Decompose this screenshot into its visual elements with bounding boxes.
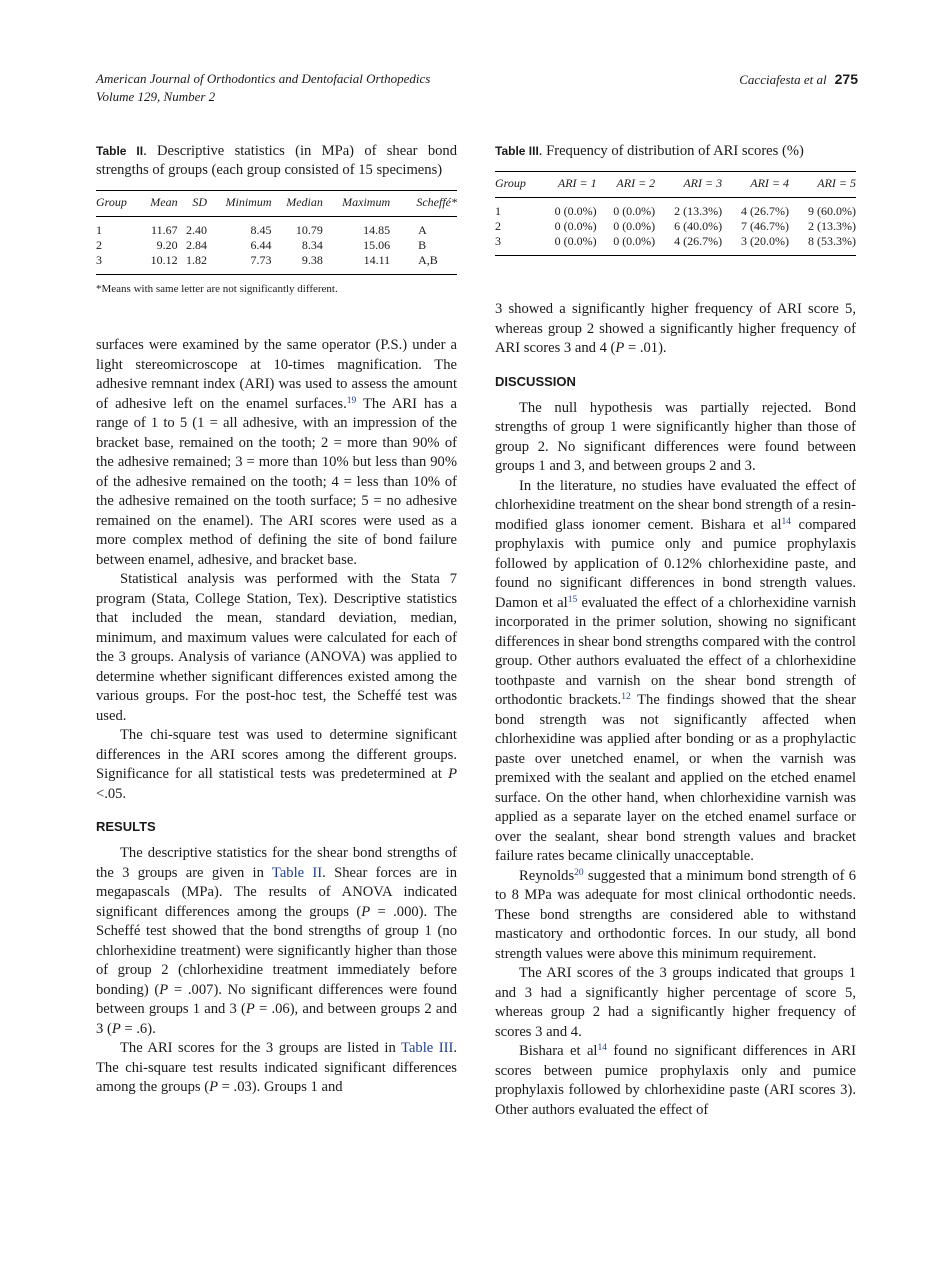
table-cell: 2 — [96, 238, 102, 252]
paragraph-statistics: Statistical analysis was performed with the Stata 7 program (Stata, College Station, Tex). Descriptive statistics that included the mean, standard deviation, median, minimum, and maximum values were calculated for each of the 3 groups. Analysis of variance (ANOVA) was applied to determine whether significant differences existed among the various groups. For the post-hoc test, the Scheffé test was used. — [96, 571, 457, 724]
table-cell: 2.84 — [186, 238, 208, 252]
table-row — [495, 234, 856, 256]
table3-header-row — [495, 172, 856, 198]
table-row — [96, 217, 457, 239]
discussion-heading: DISCUSSION — [495, 373, 576, 389]
table-cell: 14.11 — [323, 253, 390, 275]
table-cell: 8 (53.3%) — [789, 234, 856, 256]
table3-caption — [495, 142, 856, 161]
table2-col-scheffe: Scheffé* — [390, 191, 457, 217]
paragraph-discussion-1: The null hypothesis was partially rejected. Bond strengths of group 1 were significantly higher than those of group 2. No significant differences were found between groups 1 and 3, and between groups 2 and 3. — [495, 399, 856, 474]
table-cell: 2.40 — [186, 223, 208, 237]
paragraph-discussion-5: Bishara et al$^{14}$ found no significant differences in ARI scores between pumice prophylaxis only and pumice prophylaxis followed by chlorhexidine paste (ARI scores 3). Other authors evaluated the effect of — [495, 1043, 856, 1118]
citation-link[interactable]: 20 — [574, 867, 584, 878]
paragraph-results-continued: 3 showed a significantly higher frequency of ARI score 5, whereas group 2 showed a significantly higher frequency of ARI scores 3 and 4 (P = .01). — [495, 301, 856, 356]
table3-col-ari2: ARI = 2 — [597, 172, 656, 198]
table-cell: B — [418, 238, 427, 252]
table-cell: 6 (40.0%) — [674, 219, 723, 233]
table-cell: 9.38 — [271, 253, 322, 275]
table-cell: 9.20 — [156, 238, 178, 252]
table-cell: 4 (26.7%) — [655, 234, 722, 256]
table-cell: 2 — [495, 219, 501, 233]
citation-link[interactable]: 19 — [346, 395, 357, 406]
table3-col-ari5: ARI = 5 — [789, 172, 856, 198]
table3-caption-text: . Frequency of distribution of ARI scores (%) — [538, 143, 804, 159]
table2-col-median: Median — [271, 191, 322, 217]
table-cell: 1.82 — [178, 253, 207, 275]
paragraph-chi-square: The chi-square test was used to determine significant differences in the ARI scores among the different groups. Significance for all statistical tests was predetermined at P <.05. — [96, 727, 457, 802]
table-cell: 14.85 — [363, 223, 391, 237]
table-cell: 2 (13.3%) — [808, 219, 856, 233]
paragraph-methods-ari: surfaces were examined by the same operator (P.S.) under a light stereomicroscope at 10-times magnification. The adhesive remnant index (ARI) was used to assess the amount of adhesive left on the enamel surfaces.$^{19}$ The ARI has a range of 1 to 5 (1 = all adhesive, with an impression of the bracket base, remained on the tooth; 2 = more than 90% of the adhesive remained; 3 = more than 10% but less than 90% of the adhesive remained on the tooth; 4 = less than 10% of the adhesive remained on the tooth surface; 5 = no adhesive remained on the enamel). The ARI scores were used as a more complex method of defining the site of bond failure between enamel, adhesive, and bracket base. — [96, 337, 457, 568]
paragraph-discussion-3: Reynolds$^{20}$ suggested that a minimum bond strength of 6 to 8 MPa was adequate for most clinical orthodontic needs. These bond strengths are considered able to withstand masticatory and orthodontic forces. In our study, all bond strength values were above this minimum requirement. — [495, 867, 856, 962]
table-row — [495, 219, 856, 234]
right-column — [495, 142, 856, 1120]
table2-caption-text: . Descriptive statistics (in MPa) of shear bond strengths of groups (each group consisted of 15 specimens) — [96, 143, 458, 178]
author-page-info — [739, 70, 858, 89]
table3-col-ari1: ARI = 1 — [538, 172, 597, 198]
table3-col-group: Group — [495, 172, 538, 198]
paragraph-results-1: The descriptive statistics for the shear bond strengths of the 3 groups are given in Table II. Shear forces are in megapascals (MPa). The results of ANOVA indicated significant differences among the groups (P = .000). The Scheffé test showed that the bond strengths of group 1 (no chlorhexidine treatment) were significantly higher than those of group 2 (chlorhexidine treatment immediately before bonding) (P = .007). No significant differences were found between groups 1 and 3 (P = .06), and between groups 2 and 3 (P = .6). — [96, 845, 457, 1037]
table-cell: 8.45 — [250, 223, 272, 237]
table-cell: 2 (13.3%) — [674, 204, 723, 218]
page-number: 275 — [834, 71, 858, 87]
table-cell: 15.06 — [363, 238, 391, 252]
table-cell: 7 (46.7%) — [741, 219, 790, 233]
paragraph-discussion-2: In the literature, no studies have evaluated the effect of chlorhexidine treatment on the shear bond strength of a resin-modified glass ionomer cement. Bishara et al$^{14}$ compared prophylaxis with pumice only and pumice prophylaxis followed by application of 0.12% chlorhexidine paste, and found no significant differences in bond strength values. Damon et al$^{15}$ evaluated the effect of a chlorhexidine varnish incorporated in the primer solution, showing no significant differences in shear bond strengths compared with the control group. Other authors evaluated the effect of a chlorhexidine toothpaste and varnish on the shear bond strength of orthodontic brackets.$^{12}$ The findings showed that the shear bond strength was not significantly affected when chlorhexidine was applied after bonding or as a prophylactic paste over unetched enamel, or when the varnish was premixed with the sealant and applied on the etched enamel surface. On the other hand, when chlorhexidine varnish was applied as a separate layer on the etched enamel surface or over the sealant, shear bond strength values and bracket failure rates became clinically unacceptable. — [495, 477, 857, 864]
running-authors: Cacciafesta et al — [739, 72, 827, 87]
table2-footnote: *Means with same letter are not significantly different. — [96, 283, 338, 295]
table-iii-link[interactable]: Table III — [401, 1040, 454, 1056]
journal-title: American Journal of Orthodontics and Dentofacial Orthopedics — [96, 71, 431, 86]
table-cell: 10.79 — [295, 223, 323, 237]
table-cell: 11.67 — [151, 223, 178, 237]
table2-col-minimum: Minimum — [207, 191, 271, 217]
table-cell: A,B — [390, 253, 457, 275]
table3-col-ari4: ARI = 4 — [722, 172, 789, 198]
table2-caption — [96, 142, 457, 180]
paragraph-discussion-4: The ARI scores of the 3 groups indicated that groups 1 and 3 had a significantly higher percentage of score 5, whereas group 2 had a significantly higher frequency of scores 3 and 4. — [495, 965, 856, 1040]
table-ii-link[interactable]: Table II — [271, 864, 323, 881]
table-cell: A — [418, 223, 427, 237]
results-heading: RESULTS — [96, 819, 156, 834]
journal-info — [96, 70, 430, 106]
table-cell: 3 — [96, 253, 139, 275]
citation-link[interactable]: 12 — [621, 692, 631, 702]
table3-col-ari3: ARI = 3 — [655, 172, 722, 198]
table-cell: 8.34 — [301, 238, 323, 252]
citation-link[interactable]: 14 — [597, 1043, 607, 1053]
table-row — [96, 253, 457, 275]
table3 — [495, 171, 856, 256]
table-row — [96, 238, 457, 253]
table-cell: 0 (0.0%) — [554, 219, 597, 233]
table-cell: 1 — [495, 204, 501, 218]
table-cell: 0 (0.0%) — [613, 204, 656, 218]
table2-col-maximum: Maximum — [323, 191, 390, 217]
table-cell: 10.12 — [139, 253, 177, 275]
table-cell: 7.73 — [207, 253, 271, 275]
paragraph-results-2: The ARI scores for the 3 groups are listed in Table III. The chi-square test results indicated significant differences among the groups (P = .03). Groups 1 and — [96, 1040, 458, 1095]
citation-link[interactable]: 15 — [567, 594, 578, 605]
citation-link[interactable]: 14 — [781, 516, 792, 527]
table-cell: 1 — [96, 223, 102, 237]
table-cell: 3 (20.0%) — [722, 234, 789, 256]
table2-col-sd: SD — [178, 191, 207, 217]
left-column — [96, 142, 457, 1098]
table3-label: Table III — [495, 144, 539, 158]
table-cell: 9 (60.0%) — [808, 204, 856, 218]
table-cell: 0 (0.0%) — [597, 234, 656, 256]
journal-volume: Volume 129, Number 2 — [96, 89, 216, 104]
table-cell: 0 (0.0%) — [613, 219, 656, 233]
table2 — [96, 190, 457, 275]
table2-col-group: Group — [96, 191, 139, 217]
table2-label: Table II — [96, 144, 144, 158]
table-cell: 3 — [495, 234, 538, 256]
table-row — [495, 198, 856, 220]
table-cell: 4 (26.7%) — [741, 204, 790, 218]
table-cell: 6.44 — [250, 238, 272, 252]
table-cell: 0 (0.0%) — [538, 234, 597, 256]
table-cell: 0 (0.0%) — [554, 204, 597, 218]
table2-header-row — [96, 191, 457, 217]
table2-col-mean: Mean — [139, 191, 177, 217]
